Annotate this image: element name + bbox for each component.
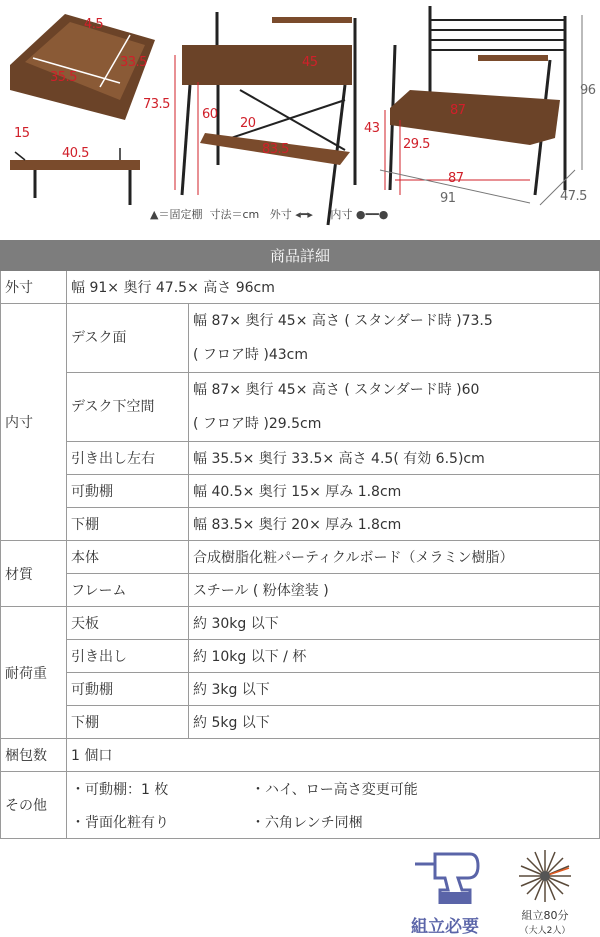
product-dimension-figure bbox=[0, 0, 600, 240]
lower-width-label: 83.5 bbox=[262, 142, 289, 157]
legend-inner: 内寸 bbox=[330, 208, 353, 221]
row-value: 約 3kg 以下 bbox=[189, 673, 600, 706]
assembly-required-label: 組立必要 bbox=[411, 917, 479, 937]
row-label: 耐荷重 bbox=[1, 607, 67, 739]
row-value: 幅 87× 奥行 45× 高さ ( スタンダード時 )60 ( フロア時 )29.5cm bbox=[189, 373, 600, 442]
dimension-legend: ▲＝固定棚 寸法＝cm 外寸 ◂━▸ 内寸 ●━━● bbox=[150, 208, 389, 221]
assembly-time-badge bbox=[510, 848, 580, 936]
assembly-time-label: 組立80分 bbox=[521, 909, 569, 922]
outer-depth-label: 47.5 bbox=[560, 189, 587, 204]
row-value: 幅 83.5× 奥行 20× 厚み 1.8cm bbox=[189, 508, 600, 541]
table-row bbox=[1, 574, 600, 607]
product-illustration bbox=[0, 0, 600, 240]
row-label: 内寸 bbox=[1, 304, 67, 541]
row-value: 約 10kg 以下 / 杯 bbox=[189, 640, 600, 673]
legend-fixed: ▲＝固定棚 bbox=[150, 208, 203, 221]
row-label: その他 bbox=[1, 772, 67, 839]
floor-top-width-label: 87 bbox=[450, 103, 466, 118]
table-row bbox=[1, 739, 600, 772]
table-row bbox=[1, 772, 600, 839]
table-row bbox=[1, 607, 600, 640]
row-sublabel: 下棚 bbox=[67, 706, 189, 739]
row-value: 幅 91× 奥行 47.5× 高さ 96cm bbox=[67, 271, 600, 304]
table-title: 商品詳細 bbox=[1, 241, 600, 271]
row-label: 材質 bbox=[1, 541, 67, 607]
drawer-depth-label: 33.5 bbox=[120, 55, 147, 70]
row-label: 梱包数 bbox=[1, 739, 67, 772]
row-value: 幅 35.5× 奥行 33.5× 高さ 4.5( 有効 6.5)cm bbox=[189, 442, 600, 475]
row-value: 約 30kg 以下 bbox=[189, 607, 600, 640]
floor-inner-width-label: 87 bbox=[448, 171, 464, 186]
shelf-width-label: 40.5 bbox=[62, 146, 89, 161]
under-height-label: 60 bbox=[202, 107, 218, 122]
table-row bbox=[1, 508, 600, 541]
floor-height-label: 43 bbox=[364, 121, 380, 136]
assembly-people-label: （大人2人） bbox=[519, 926, 571, 936]
table-row bbox=[1, 541, 600, 574]
shelf-depth-label: 15 bbox=[14, 126, 30, 141]
legend-outer: 外寸 bbox=[269, 208, 292, 221]
other-item: ・ハイ、ロー高さ変更可能 bbox=[251, 781, 418, 798]
floor-under-height-label: 29.5 bbox=[403, 137, 430, 152]
drawer-width-label: 35.5 bbox=[50, 70, 77, 85]
table-row bbox=[1, 640, 600, 673]
row-sublabel: 本体 bbox=[67, 541, 189, 574]
row-value: 約 5kg 以下 bbox=[189, 706, 600, 739]
desk-height-label: 73.5 bbox=[143, 97, 170, 112]
table-row bbox=[1, 373, 600, 442]
total-height-label: 96 bbox=[580, 83, 596, 98]
table-row bbox=[1, 271, 600, 304]
drawer-height-label: 4.5 bbox=[84, 17, 104, 32]
row-value bbox=[67, 772, 600, 839]
row-sublabel: 天板 bbox=[67, 607, 189, 640]
row-sublabel: 可動棚 bbox=[67, 673, 189, 706]
table-row bbox=[1, 442, 600, 475]
table-row bbox=[1, 304, 600, 373]
assembly-required-badge bbox=[400, 848, 490, 937]
row-value: 幅 87× 奥行 45× 高さ ( スタンダード時 )73.5 ( フロア時 )43cm bbox=[189, 304, 600, 373]
row-label: 外寸 bbox=[1, 271, 67, 304]
other-item: ・背面化粧有り bbox=[71, 814, 169, 831]
row-sublabel: フレーム bbox=[67, 574, 189, 607]
row-value: 1 個口 bbox=[67, 739, 600, 772]
row-value: 合成樹脂化粧パーティクルボード（メラミン樹脂） bbox=[189, 541, 600, 574]
table-row bbox=[1, 706, 600, 739]
table-row bbox=[1, 673, 600, 706]
legend-unit: 寸法＝cm bbox=[209, 208, 260, 221]
row-sublabel: 引き出し左右 bbox=[67, 442, 189, 475]
table-row bbox=[1, 475, 600, 508]
top-depth-label: 45 bbox=[302, 55, 318, 70]
row-sublabel: デスク下空間 bbox=[67, 373, 189, 442]
outer-width-label: 91 bbox=[440, 191, 456, 206]
row-value: 幅 40.5× 奥行 15× 厚み 1.8cm bbox=[189, 475, 600, 508]
other-item: ・六角レンチ同梱 bbox=[251, 814, 363, 831]
row-value: スチール ( 粉体塗装 ) bbox=[189, 574, 600, 607]
clock-icon bbox=[515, 848, 575, 904]
other-item: ・可動棚：1 枚 bbox=[71, 781, 169, 798]
spec-table bbox=[0, 240, 600, 839]
drill-icon bbox=[410, 848, 480, 904]
row-sublabel: 可動棚 bbox=[67, 475, 189, 508]
row-sublabel: 引き出し bbox=[67, 640, 189, 673]
row-sublabel: 下棚 bbox=[67, 508, 189, 541]
row-sublabel: デスク面 bbox=[67, 304, 189, 373]
lower-depth-label: 20 bbox=[240, 116, 256, 131]
